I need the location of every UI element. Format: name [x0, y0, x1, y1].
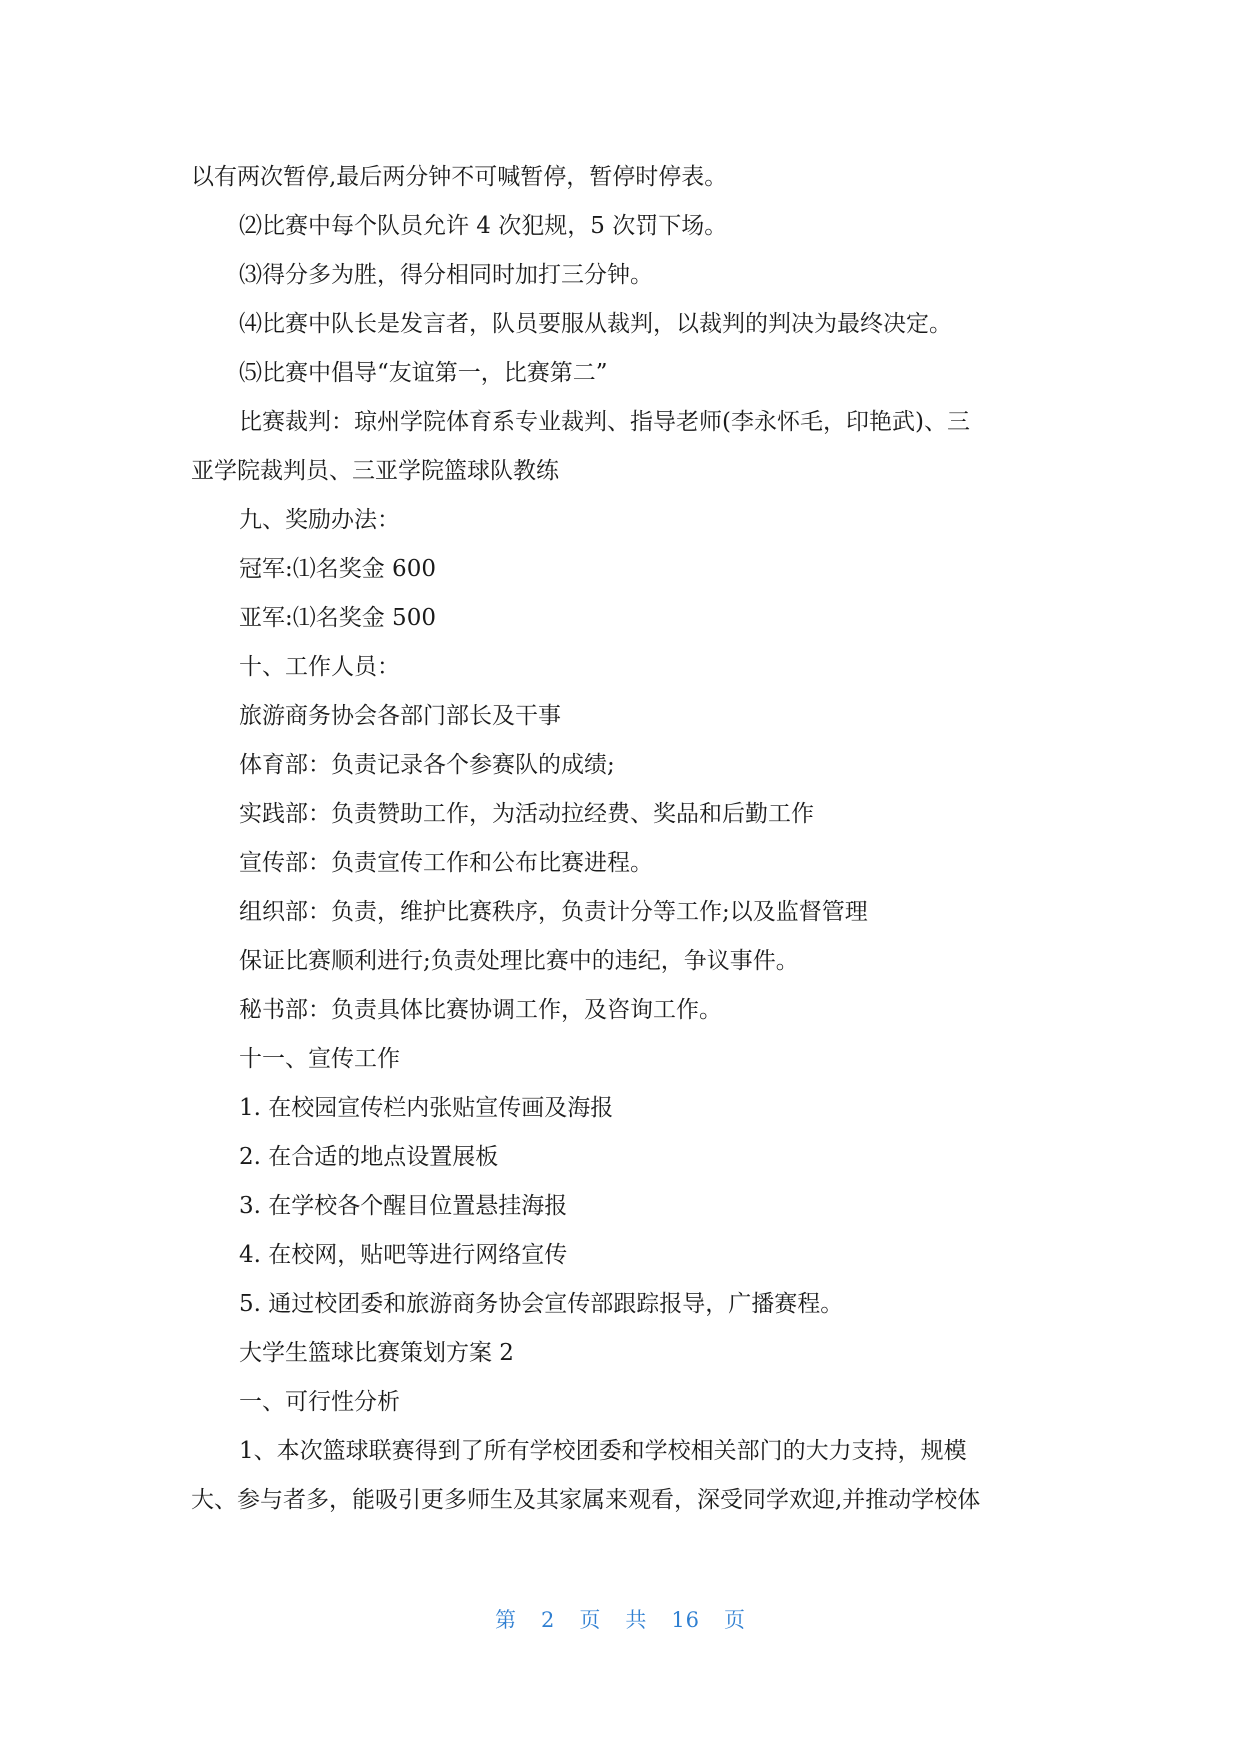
text-line: 组织部：负责，维护比赛秩序，负责计分等工作;以及监督管理 [239, 899, 868, 925]
body-text [191, 153, 1061, 1525]
text-line: 2. 在合适的地点设置展板 [239, 1144, 499, 1170]
text-line: ⑸比赛中倡导“友谊第一，比赛第二” [239, 360, 608, 386]
text-line: 亚学院裁判员、三亚学院篮球队教练 [191, 458, 559, 484]
footer-word-gong: 共 [625, 1608, 648, 1632]
text-line: 大、参与者多，能吸引更多师生及其家属来观看，深受同学欢迎,并推动学校体 [191, 1487, 981, 1513]
text-line: 秘书部：负责具体比赛协调工作，及咨询工作。 [239, 997, 722, 1023]
footer-word-ye: 页 [579, 1608, 602, 1632]
text-line: ⑵比赛中每个队员允许 4 次犯规，5 次罚下场。 [239, 213, 728, 239]
text-line: 4. 在校网，贴吧等进行网络宣传 [239, 1242, 568, 1268]
text-line: 1. 在校园宣传栏内张贴宣传画及海报 [239, 1095, 614, 1121]
footer-word-di: 第 [494, 1608, 517, 1632]
text-line: 十、工作人员： [239, 654, 400, 680]
footer-current-page: 2 [540, 1608, 556, 1632]
page-footer [0, 1604, 1241, 1634]
text-line: 宣传部：负责宣传工作和公布比赛进程。 [239, 850, 653, 876]
text-line: 九、奖励办法： [239, 507, 400, 533]
text-line: 实践部：负责赞助工作，为活动拉经费、奖品和后勤工作 [239, 801, 814, 827]
text-line: 3. 在学校各个醒目位置悬挂海报 [239, 1193, 568, 1219]
footer-word-ye-end: 页 [724, 1608, 747, 1632]
text-line: 比赛裁判：琼州学院体育系专业裁判、指导老师(李永怀毛，印艳武)、三 [239, 409, 970, 435]
text-line: 冠军:⑴名奖金 600 [239, 556, 436, 582]
text-line: 大学生篮球比赛策划方案 2 [239, 1340, 514, 1366]
text-line: ⑶得分多为胜，得分相同时加打三分钟。 [239, 262, 653, 288]
text-line: 十一、宣传工作 [239, 1046, 400, 1072]
text-line: 一、可行性分析 [239, 1389, 400, 1415]
text-line: 体育部：负责记录各个参赛队的成绩; [239, 752, 615, 778]
text-line: ⑷比赛中队长是发言者，队员要服从裁判，以裁判的判决为最终决定。 [239, 311, 952, 337]
footer-total-pages: 16 [671, 1608, 701, 1632]
text-line: 1、本次篮球联赛得到了所有学校团委和学校相关部门的大力支持，规模 [239, 1438, 967, 1464]
text-line: 亚军:⑴名奖金 500 [239, 605, 436, 631]
text-line: 以有两次暂停,最后两分钟不可喊暂停，暂停时停表。 [191, 164, 728, 190]
text-line: 5. 通过校团委和旅游商务协会宣传部跟踪报导，广播赛程。 [239, 1291, 844, 1317]
text-line: 旅游商务协会各部门部长及干事 [239, 703, 561, 729]
text-line: 保证比赛顺利进行;负责处理比赛中的违纪，争议事件。 [239, 948, 799, 974]
